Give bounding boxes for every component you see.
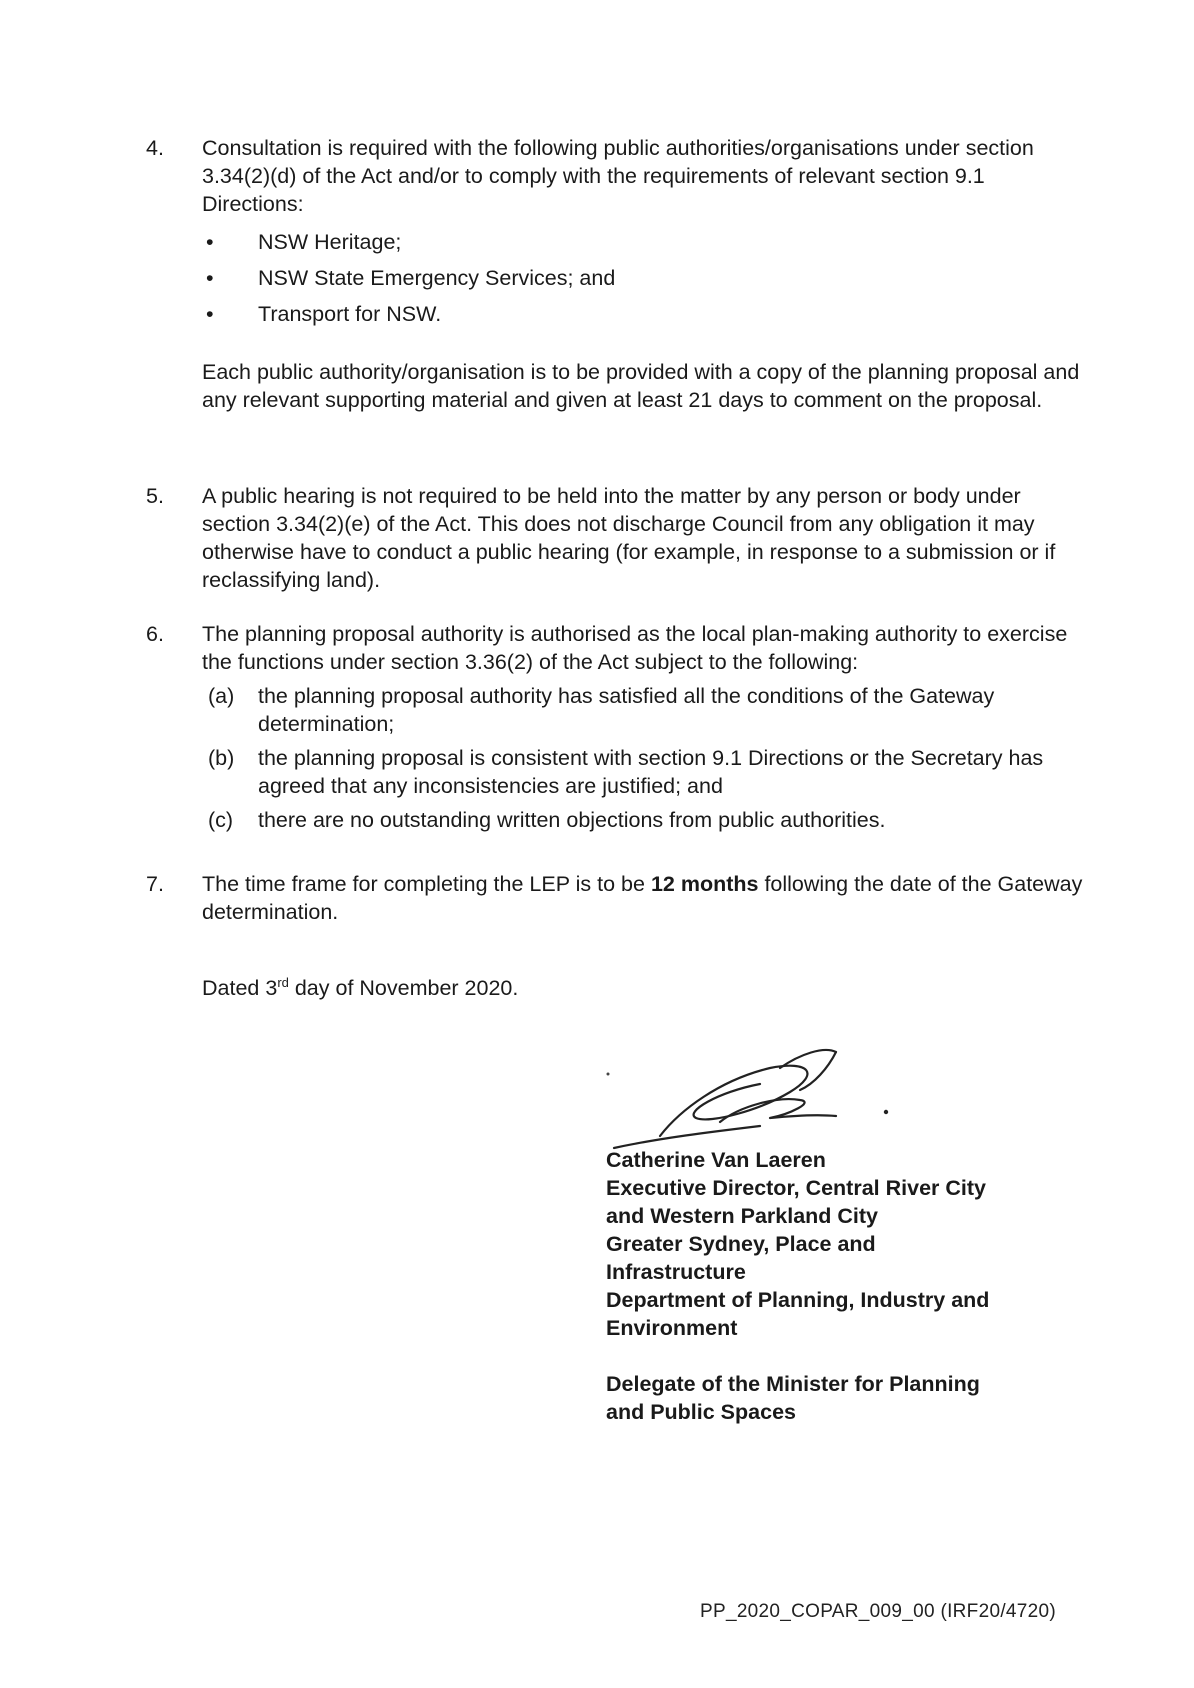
signatory-name: Catherine Van Laeren	[606, 1148, 826, 1172]
bullet-item: • NSW Heritage;	[202, 224, 1086, 260]
list-item-7	[146, 870, 1086, 926]
delegate-line: Delegate of the Minister for Planning	[606, 1372, 980, 1396]
bullet-item: • Transport for NSW.	[202, 296, 1086, 332]
condition-item: (b) the planning proposal is consistent with section 9.1 Directions or the Secretary has agreed that any inconsistencies are justified; and	[208, 746, 1044, 798]
condition-item: (c) there are no outstanding written objections from public authorities.	[208, 808, 886, 832]
signatory-title-line: Executive Director, Central River City	[606, 1176, 986, 1200]
bullet-item: • NSW State Emergency Services; and	[202, 260, 1086, 296]
document-reference: PP_2020_COPAR_009_00 (IRF20/4720)	[700, 1601, 1056, 1622]
item-4-outro: Each public authority/organisation is to be provided with a copy of the planning proposal and any relevant supporting material and given at least 21 days to comment on the proposal.	[202, 360, 1080, 412]
condition-item: (a) the planning proposal authority has satisfied all the conditions of the Gateway determination;	[208, 684, 995, 736]
delegate-line: and Public Spaces	[606, 1400, 796, 1424]
signatory-title-line: Department of Planning, Industry and	[606, 1288, 990, 1312]
condition-list	[202, 682, 1086, 834]
date-line: Dated 3rd day of November 2020.	[202, 974, 519, 1000]
signatory-title-line: Infrastructure	[606, 1260, 746, 1284]
signatory-block	[606, 1146, 1126, 1426]
bullet-icon: •	[206, 266, 214, 290]
signature-image	[600, 1040, 900, 1150]
item-number: 7.	[146, 872, 164, 896]
item-4-intro: Consultation is required with the following public authorities/organisations under section 3.34(2)(d) of the Act and/or to comply with the requirements of relevant section 9.1 Directions:	[202, 136, 1034, 216]
item-number: 6.	[146, 622, 164, 646]
bullet-icon: •	[206, 302, 214, 326]
item-6-intro: The planning proposal authority is authorised as the local plan-making authority to exercise the functions under section 3.36(2) of the Act subject to the following:	[202, 622, 1068, 674]
authority-list	[202, 224, 1086, 332]
list-item-5	[146, 482, 1086, 594]
item-7-text: The time frame for completing the LEP is to be 12 months following the date of the Gateway determination.	[202, 872, 1083, 924]
item-number: 4.	[146, 136, 164, 160]
signatory-title-line: Environment	[606, 1316, 738, 1340]
item-number: 5.	[146, 484, 164, 508]
list-item-4	[146, 134, 1086, 414]
bullet-icon: •	[206, 230, 214, 254]
signatory-title-line: and Western Parkland City	[606, 1204, 879, 1228]
signatory-title-line: Greater Sydney, Place and	[606, 1232, 876, 1256]
item-5-text: A public hearing is not required to be held into the matter by any person or body under section 3.34(2)(e) of the Act. This does not discharge Council from any obligation it may otherwise have to conduct a public hearing (for example, in response to a submission or if reclassifying land).	[202, 484, 1056, 592]
list-item-6	[146, 620, 1086, 840]
